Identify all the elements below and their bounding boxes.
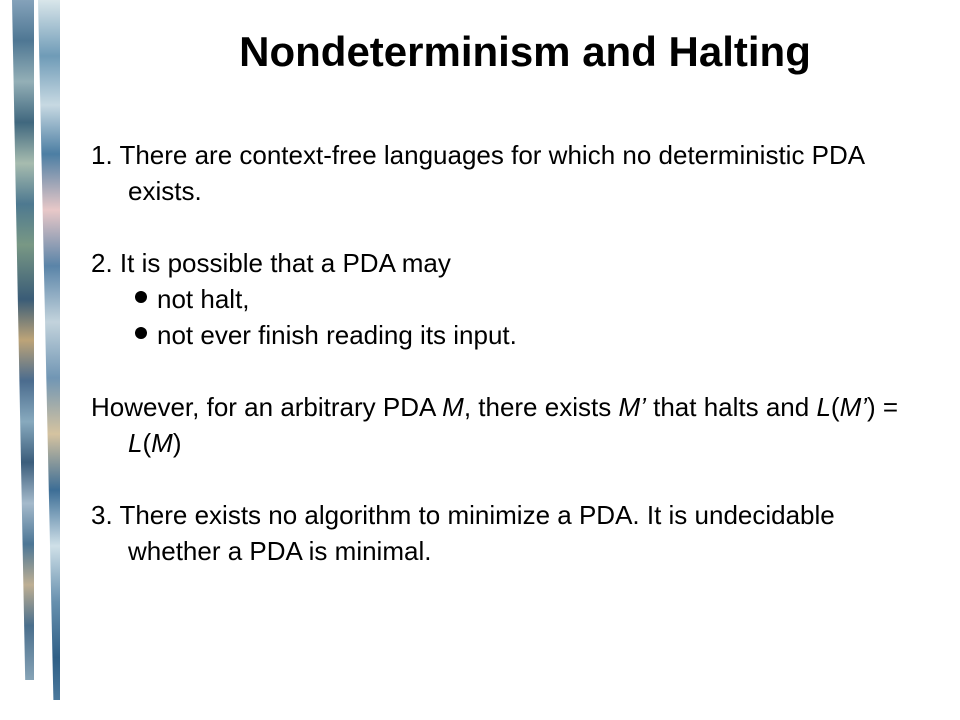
bullet-item (91, 317, 931, 353)
bullet-text: not ever finish reading its input. (157, 320, 517, 350)
bullet-icon (135, 291, 147, 303)
point-2: 2. It is possible that a PDA may (91, 248, 451, 278)
bullet-icon (135, 327, 147, 339)
decorative-border-strip (12, 0, 34, 680)
decorative-border-strip (38, 0, 60, 700)
bullet-item (91, 281, 931, 317)
bullet-text: not halt, (157, 284, 250, 314)
point-1: 1. There are context-free languages for which no deterministic PDA exists. (91, 140, 864, 206)
point-3: 3. There exists no algorithm to minimize a PDA. It is undecidable whether a PDA is minimal. (91, 500, 835, 566)
slide-title: Nondeterminism and Halting (239, 28, 811, 75)
however-statement: However, for an arbitrary PDA M, there exists M’ that halts and L(M’) = L(M) (91, 392, 899, 458)
slide-body (91, 137, 931, 569)
